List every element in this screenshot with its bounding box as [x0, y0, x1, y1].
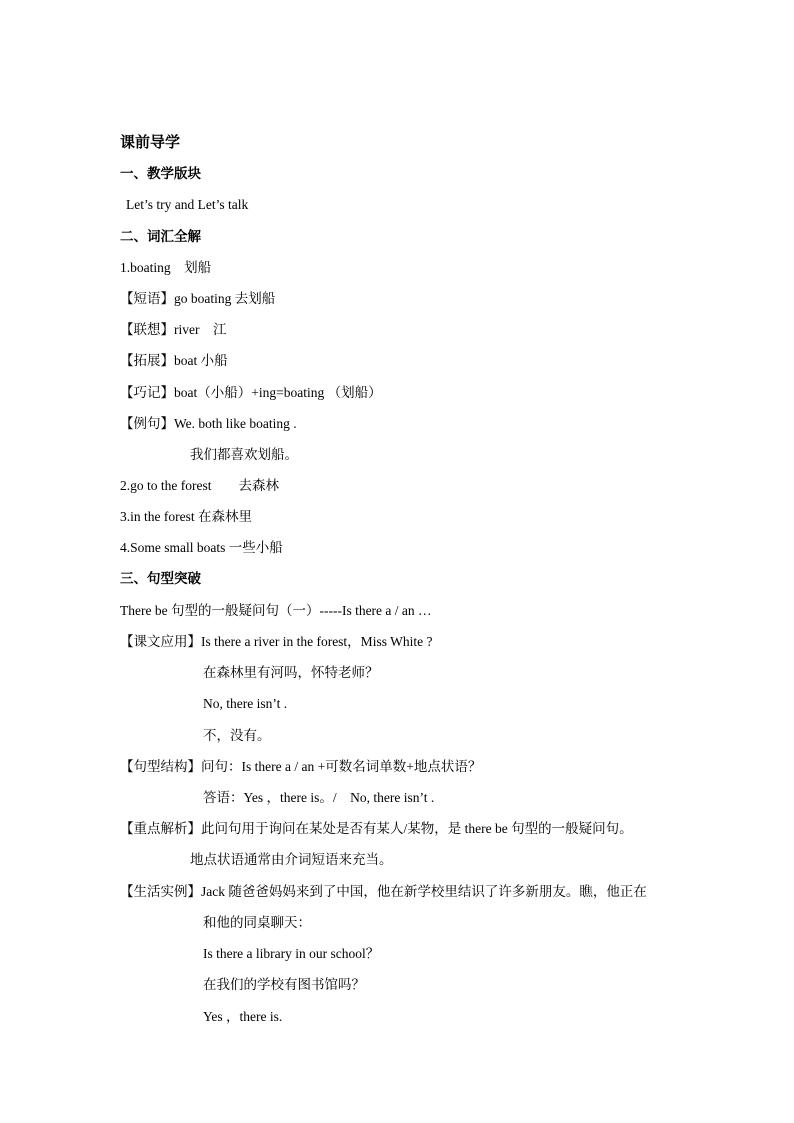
- sentence-line: Is there a library in our school？: [203, 946, 380, 961]
- section-heading-teaching: 一、教学版块: [120, 166, 201, 181]
- vocab-line: 【拓展】boat 小船: [120, 353, 228, 368]
- teaching-content: Let’s try and Let’s talk: [126, 197, 249, 212]
- vocab-line: 【巧记】boat（小船）+ing=boating （划船）: [120, 385, 382, 400]
- sentence-line: No, there isn’t .: [203, 696, 288, 711]
- vocab-line: 1.boating 划船: [120, 260, 212, 275]
- sentence-line: 答语：Yes ，there is。/ No, there isn’t .: [203, 790, 435, 805]
- vocab-line: 我们都喜欢划船。: [190, 447, 298, 462]
- sentence-line: 【生活实例】Jack 随爸爸妈妈来到了中国，他在新学校里结识了许多新朋友。瞧，他正在: [120, 884, 647, 899]
- sentence-line: Yes ，there is.: [203, 1009, 283, 1024]
- vocab-line: 4.Some small boats 一些小船: [120, 540, 283, 555]
- section-heading-vocabulary: 二、词汇全解: [120, 229, 201, 244]
- sentence-line: 不，没有。: [203, 728, 271, 743]
- page-title: 课前导学: [120, 135, 181, 151]
- sentence-line: 【课文应用】Is there a river in the forest，Miss White ?: [120, 634, 433, 649]
- section-heading-sentence: 三、句型突破: [120, 571, 201, 586]
- vocab-line: 【短语】go boating 去划船: [120, 291, 276, 306]
- sentence-line: 【重点解析】此问句用于询问在某处是否有某人/某物，是 there be 句型的一般疑问句。: [120, 821, 633, 836]
- sentence-line: 在我们的学校有图书馆吗？: [203, 977, 365, 992]
- sentence-line: 和他的同桌聊天：: [203, 915, 311, 930]
- vocab-line: 【联想】river 江: [120, 322, 227, 337]
- sentence-line: 【句型结构】问句：Is there a / an +可数名词单数+地点状语？: [120, 759, 482, 774]
- vocab-line: 【例句】We. both like boating .: [120, 416, 297, 431]
- sentence-line: 地点状语通常由介词短语来充当。: [190, 852, 393, 867]
- vocab-line: 2.go to the forest 去森林: [120, 478, 279, 493]
- sentence-intro: There be 句型的一般疑问句（一）-----Is there a / an …: [120, 603, 432, 618]
- vocab-line: 3.in the forest 在森林里: [120, 509, 252, 524]
- sentence-line: 在森林里有河吗，怀特老师？: [203, 665, 379, 680]
